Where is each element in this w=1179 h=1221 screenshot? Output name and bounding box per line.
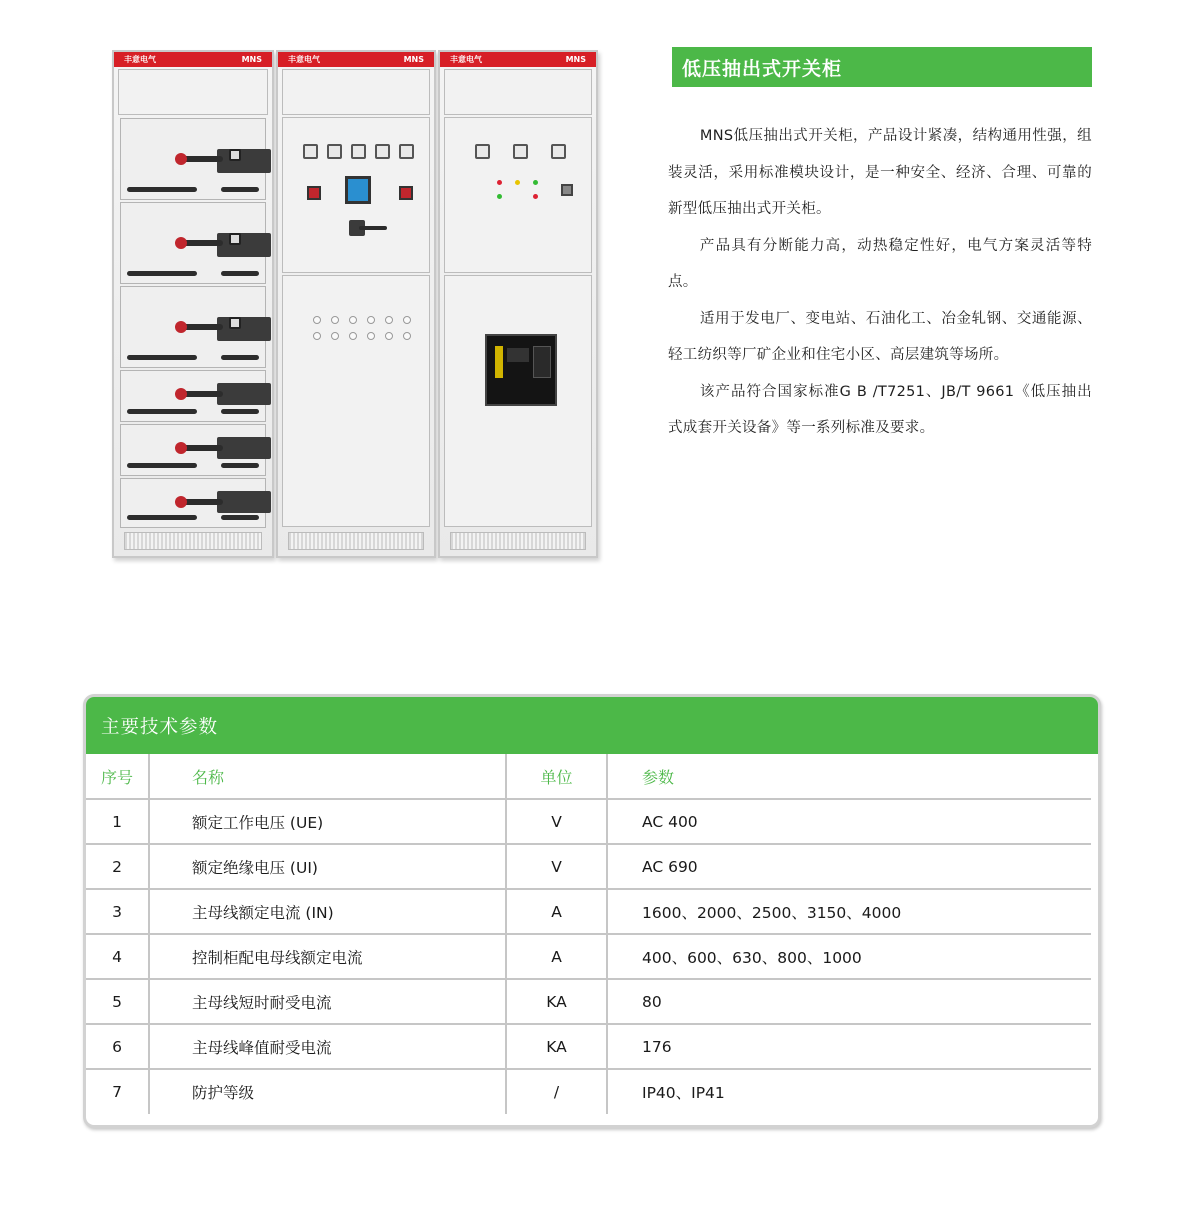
cell-name: 控制柜配电母线额定电流	[149, 934, 506, 979]
specs-title: 主要技术参数	[86, 697, 1098, 754]
header-name: 名称	[149, 754, 506, 799]
cabinet-brand-label: 丰意电气	[288, 55, 320, 64]
switchgear-cabinet-image	[108, 50, 600, 562]
table-row	[86, 934, 1091, 979]
lower-door-panel	[444, 275, 592, 527]
drawer-module	[120, 118, 266, 200]
cell-unit: /	[506, 1069, 607, 1114]
drawer-module	[120, 478, 266, 528]
cabinet-drawer-unit	[112, 50, 274, 558]
table-row	[86, 1069, 1091, 1114]
header-param: 参数	[607, 754, 1091, 799]
cabinet-nameplate	[114, 52, 272, 67]
cell-no: 6	[86, 1024, 149, 1069]
cell-param: AC 690	[607, 844, 1091, 889]
cabinet-model-label: MNS	[241, 55, 262, 64]
cell-no: 2	[86, 844, 149, 889]
specs-table	[86, 754, 1091, 1114]
cell-no: 4	[86, 934, 149, 979]
cell-name: 主母线峰值耐受电流	[149, 1024, 506, 1069]
table-row	[86, 844, 1091, 889]
cell-unit: A	[506, 934, 607, 979]
cell-name: 防护等级	[149, 1069, 506, 1114]
ventilation-grille	[450, 532, 586, 550]
table-row	[86, 1024, 1091, 1069]
table-row	[86, 979, 1091, 1024]
cabinet-control-unit	[276, 50, 436, 558]
table-header-row	[86, 754, 1091, 799]
cell-unit: V	[506, 844, 607, 889]
table-row	[86, 889, 1091, 934]
specs-card	[86, 697, 1098, 1125]
top-cover-panel	[282, 69, 430, 115]
header-unit: 单位	[506, 754, 607, 799]
ventilation-grille	[124, 532, 262, 550]
cell-name: 额定工作电压 (UE)	[149, 799, 506, 844]
cell-unit: A	[506, 889, 607, 934]
cell-name: 主母线短时耐受电流	[149, 979, 506, 1024]
top-cover-panel	[118, 69, 268, 115]
cell-no: 5	[86, 979, 149, 1024]
drawer-module	[120, 202, 266, 284]
cabinet-brand-label: 丰意电气	[450, 55, 482, 64]
cabinet-model-label: MNS	[403, 55, 424, 64]
cabinet-model-label: MNS	[565, 55, 586, 64]
cabinet-nameplate	[440, 52, 596, 67]
instrument-panel	[282, 117, 430, 273]
cell-no: 7	[86, 1069, 149, 1114]
cell-param: 400、600、630、800、1000	[607, 934, 1091, 979]
digital-display	[345, 176, 371, 204]
description-paragraph: 该产品符合国家标准G B /T7251、JB/T 9661《低压抽出式成套开关设备》等一系列标准及要求。	[668, 383, 1092, 436]
cell-param: 176	[607, 1024, 1091, 1069]
description-paragraph: 适用于发电厂、变电站、石油化工、冶金轧钢、交通能源、轻工纺织等厂矿企业和住宅小区、高层建筑等场所。	[668, 310, 1092, 363]
circuit-breaker	[485, 334, 557, 406]
cell-param: AC 400	[607, 799, 1091, 844]
cell-param: IP40、IP41	[642, 1084, 725, 1102]
section-title: 低压抽出式开关柜	[672, 47, 1092, 87]
cabinet-nameplate	[278, 52, 434, 67]
drawer-module	[120, 286, 266, 368]
cell-unit: KA	[506, 979, 607, 1024]
top-cover-panel	[444, 69, 592, 115]
cell-name: 额定绝缘电压 (UI)	[149, 844, 506, 889]
cell-no: 3	[86, 889, 149, 934]
description-paragraph: 产品具有分断能力高，动热稳定性好，电气方案灵活等特点。	[668, 237, 1092, 290]
drawer-module	[120, 424, 266, 476]
product-description	[668, 118, 1092, 447]
header-no: 序号	[86, 754, 149, 799]
drawer-module	[120, 370, 266, 422]
cell-param: 1600、2000、2500、3150、4000	[607, 889, 1091, 934]
instrument-panel	[444, 117, 592, 273]
ventilation-grille	[288, 532, 424, 550]
cabinet-incoming-unit	[438, 50, 598, 558]
cell-param: 80	[607, 979, 1091, 1024]
table-row	[86, 799, 1091, 844]
lower-door-panel	[282, 275, 430, 527]
cell-no: 1	[86, 799, 149, 844]
cabinet-brand-label: 丰意电气	[124, 55, 156, 64]
cell-unit: V	[506, 799, 607, 844]
cell-unit: KA	[506, 1024, 607, 1069]
cell-name: 主母线额定电流 (IN)	[149, 889, 506, 934]
description-paragraph: MNS低压抽出式开关柜，产品设计紧凑，结构通用性强，组装灵活，采用标准模块设计，是一种安全、经济、合理、可靠的新型低压抽出式开关柜。	[668, 128, 1092, 217]
